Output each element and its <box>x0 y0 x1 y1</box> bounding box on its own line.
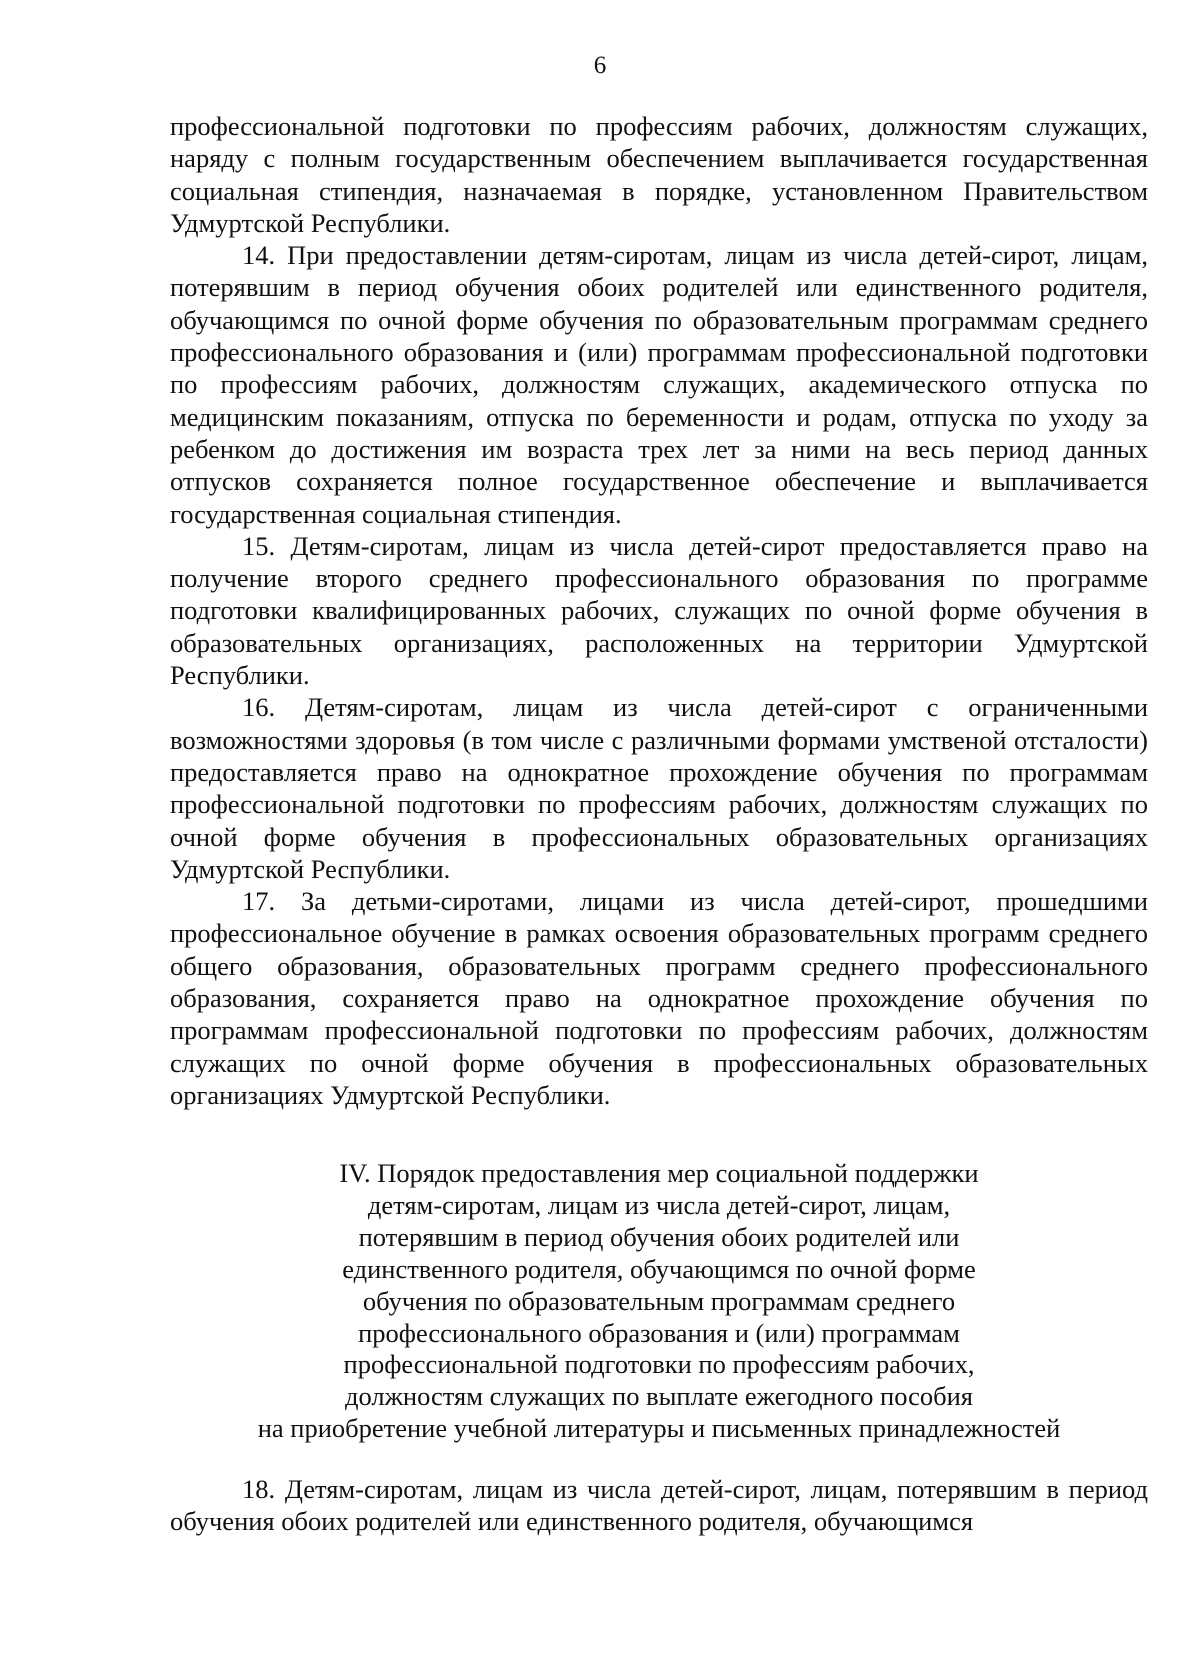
section-heading-line: IV. Порядок предоставления мер социальной поддержки <box>339 1158 979 1188</box>
tail-text <box>170 1473 1148 1538</box>
section-heading-line: обучения по образовательным программам среднего <box>362 1285 956 1316</box>
body-text <box>170 110 1148 1111</box>
page-number: 6 <box>593 52 607 79</box>
section-heading-line: потерявшим в период обучения обоих родителей или <box>358 1221 960 1252</box>
paragraph-17: 17. За детьми-сиротами, лицами из числа детей-сирот, прошедшими профессиональное обучение в рамках освоения образовательных программ среднего общего образования, образовательных программ среднего профессионального образования, сохраняется право на однократное прохождение обучения по программам профессиональной подготовки по профессиям рабочих, должностям служащих по очной форме обучения в профессиональных образовательных организациях Удмуртской Республики. <box>170 886 1148 1110</box>
paragraph-16: 16. Детям-сиротам, лицам из числа детей-сирот с ограниченными возможностями здоровья (в том числе с различными формами умственой отсталости) предоставляется право на однократное прохождение обучения по программам профессиональной подготовки по профессиям рабочих, должностям служащих по очной форме обучения в профессиональных образовательных организациях Удмуртской Республики. <box>170 692 1148 884</box>
section-heading-line: профессиональной подготовки по профессиям рабочих, <box>343 1349 975 1380</box>
paragraph-15: 15. Детям-сиротам, лицам из числа детей-сирот предоставляется право на получение второго среднего профессионального образования по программе подготовки квалифицированных рабочих, служащих по очной форме обучения в образовательных организациях, расположенных на территории Удмуртской Республики. <box>170 530 1148 691</box>
section-heading-line: должностям служащих по выплате ежегодного пособия <box>345 1381 973 1412</box>
paragraph-13-continuation: профессиональной подготовки по профессиям рабочих, должностям служащих, наряду с полным государственным обеспечением выплачивается государственная социальная стипендия, назначаемая в порядке, установленном Правительством Удмуртской Республики. <box>170 111 1148 238</box>
section-iv-heading <box>170 1158 1148 1445</box>
section-heading-line: на приобретение учебной литературы и письменных принадлежностей <box>257 1413 1061 1444</box>
paragraph-14: 14. При предоставлении детям-сиротам, лицам из числа детей-сирот, лицам, потерявшим в период обучения обоих родителей или единственного родителя, обучающимся по очной форме обучения по образовательным программам среднего профессионального образования и (или) программам профессиональной подготовки по профессиям рабочих, должностям служащих, академического отпуска по медицинским показаниям, отпуска по беременности и родам, отпуска по уходу за ребенком до достижения им возраста трех лет за ними на весь период данных отпусков сохраняется полное государственное обеспечение и выплачивается государственная социальная стипендия. <box>170 240 1148 529</box>
section-heading-line: единственного родителя, обучающимся по очной форме <box>342 1253 976 1284</box>
section-heading-line: профессионального образования и (или) программам <box>358 1317 960 1348</box>
section-heading-line: детям-сиротам, лицам из числа детей-сирот, лицам, <box>367 1189 951 1220</box>
paragraph-18: 18. Детям-сиротам, лицам из числа детей-сирот, лицам, потерявшим в период обучения обоих родителей или единственного родителя, обучающимся <box>170 1474 1148 1537</box>
